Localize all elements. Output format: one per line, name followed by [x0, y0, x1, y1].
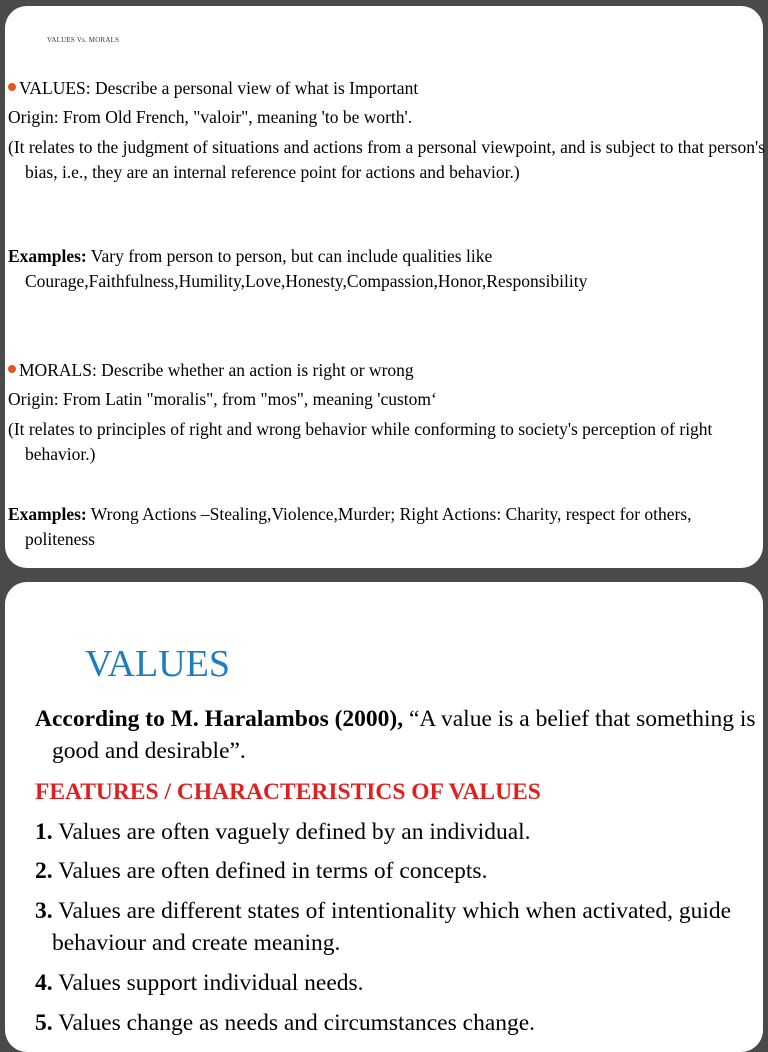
values-examples	[8, 244, 765, 294]
slide-values	[5, 582, 763, 1052]
values-description: : Describe a personal view of what is Important	[85, 78, 419, 98]
feature-text: Values are often defined in terms of concepts.	[52, 858, 488, 884]
feature-text: Values change as needs and circumstances change.	[52, 1010, 536, 1036]
feature-item	[35, 816, 767, 848]
values-relates: (It relates to the judgment of situations and actions from a personal viewpoint, and is subject to that person's bias, i.e., they are an internal reference point for actions and behavior.)	[8, 137, 765, 182]
feature-number: 5.	[35, 1010, 53, 1036]
quote	[35, 703, 767, 767]
morals-heading: MORALS	[19, 360, 92, 380]
feature-item	[35, 1007, 767, 1039]
values-examples-label: Examples:	[8, 246, 87, 266]
quote-text: “A value is a belief that something is good and desirable”.	[52, 706, 756, 764]
quote-author: According to M. Haralambos (2000),	[35, 706, 404, 732]
values-bullet	[8, 76, 748, 101]
morals-examples	[8, 502, 765, 552]
feature-item	[35, 895, 767, 959]
morals-relates: (It relates to principles of right and wrong behavior while conforming to society's perception of right behavior.)	[8, 419, 713, 464]
values-examples-text: Vary from person to person, but can include qualities like Courage,Faithfulness,Humility,Love,Honesty,Compassion,Honor,Responsibility	[25, 246, 588, 291]
feature-number: 2.	[35, 858, 53, 884]
morals-examples-text: Wrong Actions –Stealing,Violence,Murder; Right Actions: Charity, respect for others, politeness	[25, 504, 692, 549]
feature-item	[35, 967, 767, 999]
feature-number: 4.	[35, 970, 53, 996]
feature-text: Values support individual needs.	[52, 970, 364, 996]
feature-item	[35, 855, 767, 887]
morals-origin: Origin: From Latin "moralis", from "mos", meaning 'custom‘	[8, 389, 437, 409]
values-origin: Origin: From Old French, "valoir", meaning 'to be worth'.	[8, 107, 413, 127]
features-heading: FEATURES / CHARACTERISTICS OF VALUES	[35, 779, 541, 805]
morals-bullet	[8, 358, 748, 383]
values-heading: VALUES	[19, 78, 86, 98]
morals-description: : Describe whether an action is right or wrong	[91, 360, 414, 380]
slide-title: VALUES Vs. MORALS	[47, 36, 120, 44]
bullet-icon	[8, 365, 16, 373]
feature-text: Values are often vaguely defined by an individual.	[52, 819, 531, 845]
feature-text: Values are different states of intentionality which when activated, guide behaviour and create meaning.	[52, 898, 732, 956]
feature-number: 3.	[35, 898, 53, 924]
feature-number: 1.	[35, 819, 53, 845]
morals-examples-label: Examples:	[8, 504, 87, 524]
slide-values-vs-morals	[5, 6, 763, 568]
slide-heading: VALUES	[85, 643, 230, 685]
bullet-icon	[8, 83, 16, 91]
